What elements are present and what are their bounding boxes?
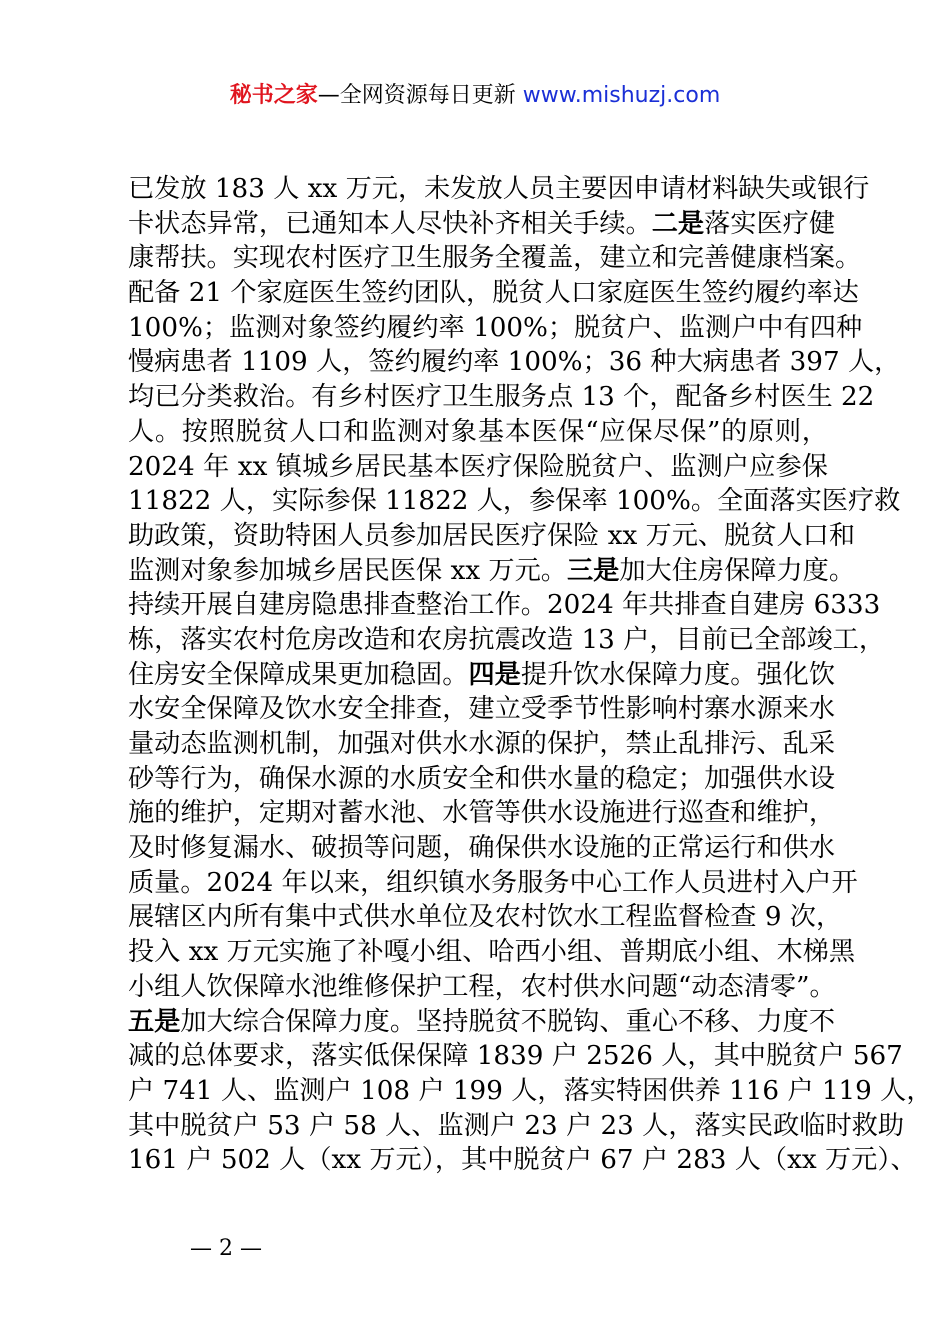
- text-segment: 展辖区内所有集中式供水单位及农村饮水工程监督检查 9 次，: [128, 902, 843, 933]
- text-segment: 减的总体要求，落实低保保障 1839 户 2526 人，其中脱贫户 567: [128, 1041, 903, 1072]
- text-line: [128, 380, 875, 415]
- text-line: [128, 588, 881, 623]
- text-line: [128, 207, 836, 242]
- text-line: [128, 658, 836, 693]
- text-segment: 投入 xx 万元实施了补嘎小组、哈西小组、普期底小组、木梯黑: [128, 937, 856, 968]
- text-segment: 施的维护，定期对蓄水池、水管等供水设施进行巡查和维护，: [128, 798, 836, 829]
- text-line: [128, 1109, 905, 1144]
- text-line: [128, 172, 870, 207]
- text-line: [128, 727, 836, 762]
- document-body: [128, 172, 933, 1178]
- text-segment: 其中脱贫户 53 户 58 人、监测户 23 户 23 人，落实民政临时救助: [128, 1110, 905, 1141]
- site-header: [0, 80, 950, 112]
- text-line: [128, 415, 828, 450]
- text-segment: 配备 21 个家庭医生签约团队，脱贫人口家庭医生签约履约率达: [128, 278, 859, 309]
- section-marker: 三是: [567, 555, 620, 586]
- text-segment: 住房安全保障成果更加稳固。: [128, 659, 469, 690]
- text-line: [128, 450, 828, 485]
- text-line: [128, 796, 836, 831]
- text-segment: 人。按照脱贫人口和监测对象基本医保“应保尽保”的原则，: [128, 416, 828, 447]
- text-segment: 小组人饮保障水池维修保护工程，农村供水问题“动态清零”。: [128, 971, 836, 1002]
- text-segment: 及时修复漏水、破损等问题，确保供水设施的正常运行和供水: [128, 833, 836, 864]
- text-segment: 持续开展自建房隐患排查整治工作。2024 年共排查自建房 6333: [128, 590, 881, 621]
- section-marker: 五是: [128, 1006, 181, 1037]
- text-line: [128, 692, 836, 727]
- section-marker: 四是: [468, 659, 521, 690]
- text-line: [128, 1074, 933, 1109]
- text-segment: 2024 年 xx 镇城乡居民基本医疗保险脱贫户、监测户应参保: [128, 451, 828, 482]
- section-marker: 二是: [651, 208, 705, 239]
- text-segment: 加大综合保障力度。坚持脱贫不脱钩、重心不移、力度不: [180, 1006, 836, 1037]
- text-segment: 监测对象参加城乡居民医保 xx 万元。: [128, 555, 567, 586]
- text-line: [128, 831, 836, 866]
- brand-tagline: —全网资源每日更新: [317, 83, 516, 108]
- text-segment: 加大住房保障力度。: [619, 555, 856, 586]
- text-segment: 慢病患者 1109 人，签约履约率 100%；36 种大病患者 397 人，: [128, 347, 901, 378]
- text-segment: 落实医疗健: [704, 208, 836, 239]
- text-line: [128, 554, 856, 589]
- text-line: [128, 866, 858, 901]
- text-line: [128, 311, 863, 346]
- text-segment: 助政策，资助特困人员参加居民医疗保险 xx 万元、脱贫人口和: [128, 520, 856, 551]
- page-number: — 2 —: [190, 1236, 262, 1261]
- text-segment: 栋，落实农村危房改造和农房抗震改造 13 户，目前已全部竣工，: [128, 624, 886, 655]
- text-line: [128, 1005, 836, 1040]
- text-segment: 砂等行为，确保水源的水质安全和供水量的稳定；加强供水设: [128, 763, 836, 794]
- text-line: [128, 484, 901, 519]
- text-line: [128, 762, 836, 797]
- brand-name: 秘书之家: [229, 83, 318, 108]
- text-segment: 已发放 183 人 xx 万元，未发放人员主要因申请材料缺失或银行: [128, 174, 870, 204]
- text-segment: 量动态监测机制，加强对供水水源的保护，禁止乱排污、乱采: [128, 729, 836, 759]
- text-segment: 100%；监测对象签约履约率 100%；脱贫户、监测户中有四种: [128, 312, 863, 343]
- text-segment: 卡状态异常，已通知本人尽快补齐相关手续。: [128, 208, 652, 239]
- text-segment: 户 741 人、监测户 108 户 199 人，落实特困供养 116 户 119 人，: [128, 1075, 933, 1106]
- text-segment: 水安全保障及饮水安全排查，建立受季节性影响村寨水源来水: [128, 694, 836, 725]
- text-segment: 11822 人，实际参保 11822 人，参保率 100%。全面落实医疗救: [128, 486, 901, 517]
- text-line: [128, 1039, 903, 1074]
- text-line: [128, 519, 856, 554]
- text-line: [128, 970, 836, 1005]
- text-line: [128, 241, 862, 276]
- text-line: [128, 1143, 917, 1178]
- text-line: [128, 623, 886, 658]
- site-url-link[interactable]: www.mishuzj.com: [522, 83, 721, 108]
- text-segment: 康帮扶。实现农村医疗卫生服务全覆盖，建立和完善健康档案。: [128, 243, 862, 274]
- text-segment: 质量。2024 年以来，组织镇水务服务中心工作人员进村入户开: [128, 867, 858, 898]
- text-line: [128, 935, 856, 970]
- text-segment: 均已分类救治。有乡村医疗卫生服务点 13 个，配备乡村医生 22: [128, 382, 875, 413]
- text-segment: 提升饮水保障力度。强化饮: [520, 659, 836, 690]
- text-line: [128, 900, 843, 935]
- text-segment: 161 户 502 人（xx 万元），其中脱贫户 67 户 283 人（xx 万元）、: [128, 1145, 917, 1176]
- text-line: [128, 276, 859, 311]
- text-line: [128, 345, 901, 380]
